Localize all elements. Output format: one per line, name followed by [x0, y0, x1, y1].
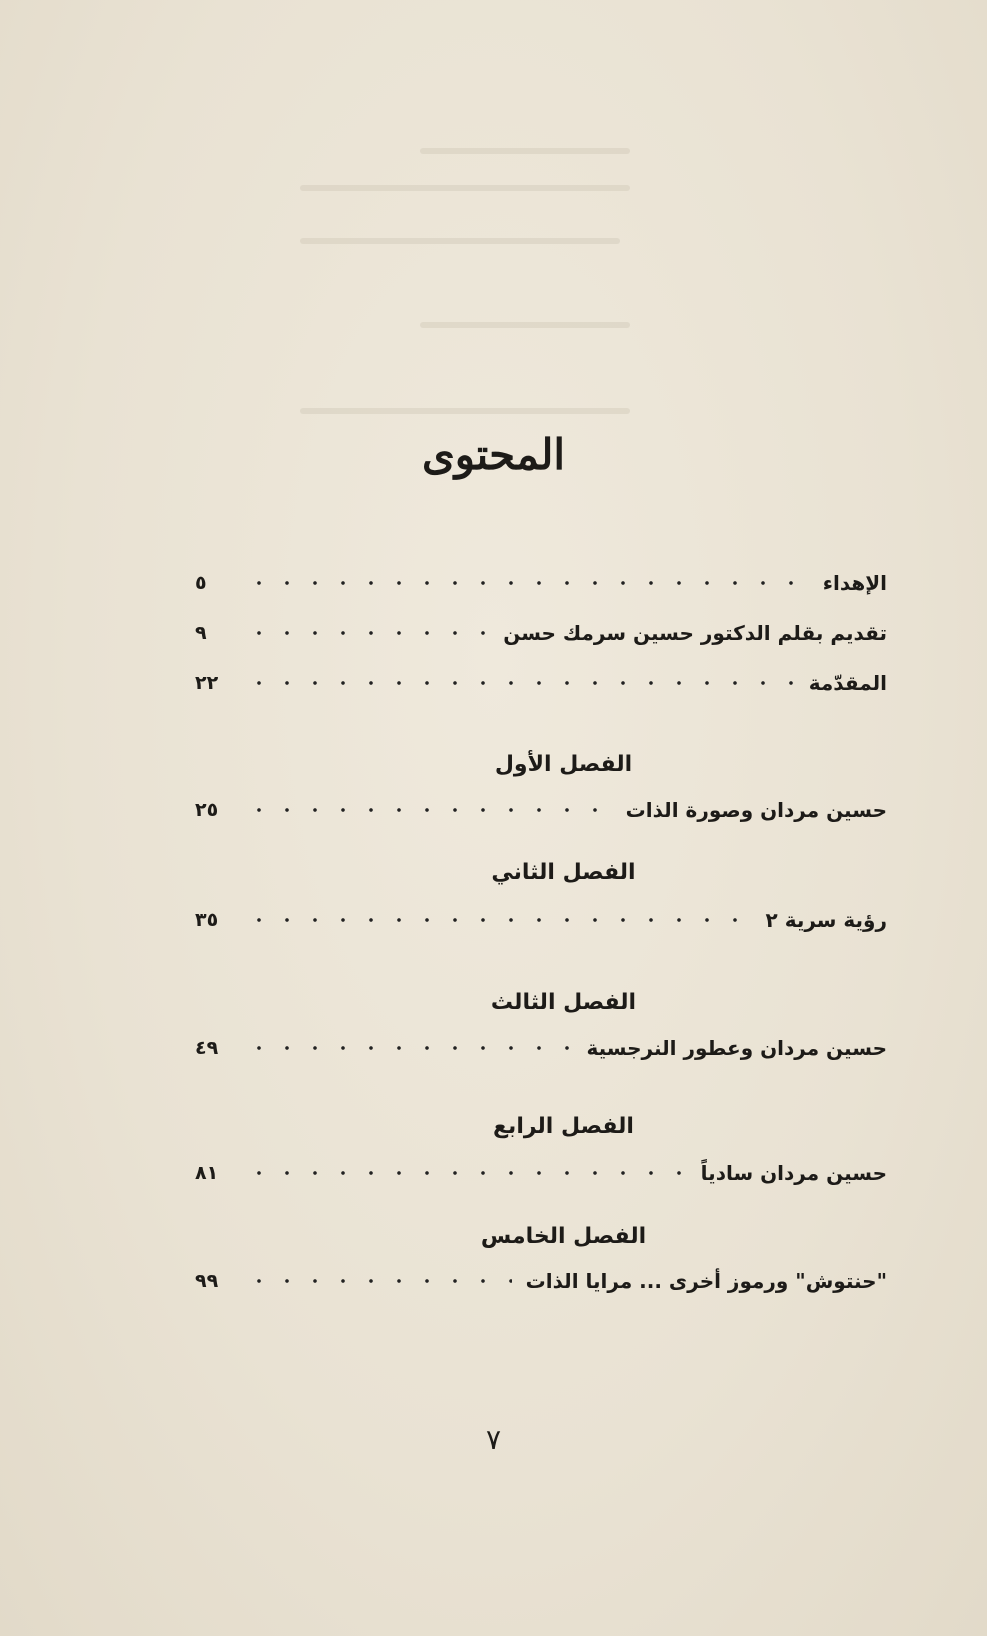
toc-entry-label: "حنتوش" ورموز أخرى ... مرايا الذات: [525, 1269, 887, 1293]
chapter-heading-2: الفصل الثاني: [491, 860, 636, 885]
toc-entry-dedication[interactable]: [195, 565, 887, 601]
dot-leader: [245, 808, 612, 812]
toc-entry-label: المقدّمة: [808, 671, 887, 695]
toc-page-number: ٨١: [195, 1162, 219, 1184]
dot-leader: [245, 918, 752, 922]
toc-entry-foreword[interactable]: [195, 615, 887, 651]
toc-entry-label: تقديم بقلم الدكتور حسين سرمك حسن: [503, 621, 887, 645]
toc-entry-chapter-1[interactable]: [195, 792, 887, 828]
toc-page-number: ٢٥: [195, 799, 219, 821]
toc-entry-label: الإهداء: [822, 571, 887, 595]
toc-entry-chapter-3[interactable]: [195, 1030, 887, 1066]
toc-entry-label: حسين مردان سادياً: [700, 1161, 887, 1185]
bleed-through-mark: [420, 322, 630, 328]
bleed-through-mark: [300, 238, 620, 244]
toc-entry-chapter-2[interactable]: [195, 902, 887, 938]
dot-leader: [245, 631, 489, 635]
toc-page-number: ٣٥: [195, 909, 219, 931]
toc-entry-label: رؤية سرية ٢: [765, 908, 887, 932]
toc-entry-introduction[interactable]: [195, 665, 887, 701]
dot-leader: [245, 1171, 687, 1175]
chapter-heading-1: الفصل الأول: [494, 752, 633, 777]
bleed-through-mark: [300, 408, 630, 414]
toc-page-number: ٢٢: [195, 672, 219, 694]
chapter-heading-5: الفصل الخامس: [480, 1224, 647, 1249]
chapter-heading-3: الفصل الثالث: [490, 990, 637, 1015]
page-title: المحتوى: [421, 430, 566, 479]
page-number: ٧: [485, 1423, 502, 1456]
dot-leader: [245, 1046, 573, 1050]
toc-page-number: ٩٩: [195, 1270, 219, 1292]
toc-page-number: ٩: [195, 622, 207, 644]
toc-entry-label: حسين مردان وصورة الذات: [625, 798, 887, 822]
chapter-heading-4: الفصل الرابع: [493, 1114, 634, 1139]
dot-leader: [245, 681, 795, 685]
toc-page-number: ٤٩: [195, 1037, 219, 1059]
toc-entry-chapter-4[interactable]: [195, 1155, 887, 1191]
toc-entry-label: حسين مردان وعطور النرجسية: [586, 1036, 887, 1060]
dot-leader: [245, 1279, 512, 1283]
bleed-through-mark: [420, 148, 630, 154]
bleed-through-mark: [300, 185, 630, 191]
toc-page-number: ٥: [195, 572, 207, 594]
dot-leader: [245, 581, 809, 585]
toc-entry-chapter-5[interactable]: [195, 1263, 887, 1299]
